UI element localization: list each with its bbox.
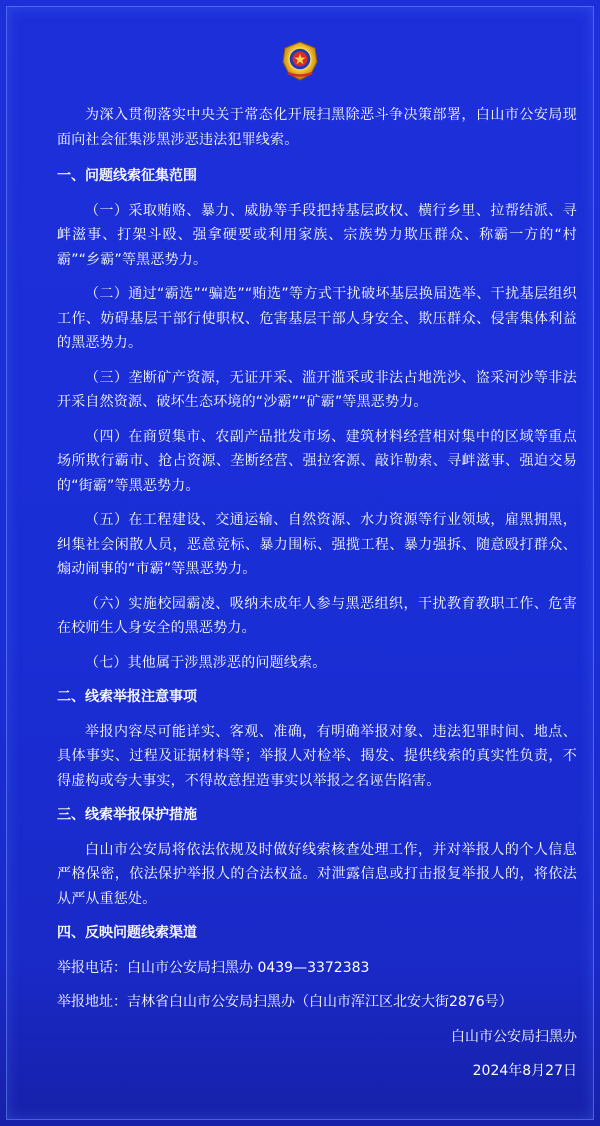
section-1-item-1: （一）采取贿赂、暴力、威胁等手段把持基层政权、横行乡里、拉帮结派、寻衅滋事、打架斗殴、强拿硬要或利用家族、宗族势力欺压群众、称霸一方的“村霸”“乡霸”等黑恶势力。: [57, 202, 577, 268]
section-2-text: 举报内容尽可能详实、客观、准确，有明确举报对象、违法犯罪时间、地点、具体事实、过程及证据材料等；举报人对检举、揭发、提供线索的真实性负责，不得虚构或夸大事实，不得故意捏造事实以举报之名诬告陷害。: [57, 723, 577, 789]
section-1-item-6: （六）实施校园霸凌、吸纳未成年人参与黑恶组织，干扰教育教职工作、危害在校师生人身安全的黑恶势力。: [57, 595, 577, 636]
section-1-item-7: （七）其他属于涉黑涉恶的问题线索。: [85, 654, 327, 671]
section-2-heading: 二、线索举报注意事项: [57, 689, 197, 705]
section-1-item-4: （四）在商贸集市、农副产品批发市场、建筑材料经营相对集中的区域等重点场所欺行霸市、抢占资源、垄断经营、强拉客源、敲诈勒索、寻衅滋事、强迫交易的“街霸”等黑恶势力。: [57, 428, 577, 494]
section-1-item-5: （五）在工程建设、交通运输、自然资源、水力资源等行业领域，雇黑拥黑，纠集社会闲散人员，恶意竞标、暴力围标、强揽工程、暴力强拆、随意殴打群众、煽动闹事的“市霸”等黑恶势力。: [57, 512, 577, 577]
intro-paragraph: 为深入贯彻落实中央关于常态化开展扫黑除恶斗争决策部署，白山市公安局现面向社会征集涉黑涉恶违法犯罪线索。: [57, 107, 577, 148]
section-1-heading: 一、问题线索征集范围: [57, 168, 197, 184]
section-3-heading: 三、线索举报保护措施: [57, 807, 197, 823]
notice-body: [57, 103, 577, 1094]
section-4-heading: 四、反映问题线索渠道: [57, 925, 197, 941]
section-3-text: 白山市公安局将依法依规及时做好线索核查处理工作，并对举报人的个人信息严格保密，依法保护举报人的合法权益。对泄露信息或打击报复举报人的，将依法从严从重惩处。: [57, 841, 577, 907]
signoff-date: 2024年8月27日: [472, 1063, 577, 1079]
section-1-item-2: （二）通过“霸选”“骗选”“贿选”等方式干扰破坏基层换届选举、干扰基层组织工作、妨碍基层干部行使职权、危害基层干部人身安全、欺压群众、侵害集体利益的黑恶势力。: [57, 286, 577, 351]
report-address: 举报地址：吉林省白山市公安局扫黑办（白山市浑江区北安大街2876号）: [57, 994, 513, 1010]
signoff-org: 白山市公安局扫黑办: [451, 1028, 577, 1045]
section-1-item-3: （三）垄断矿产资源，无证开采、滥开滥采或非法占地洗沙、盗采河沙等非法开采自然资源、破坏生态环境的“沙霸”“矿霸”等黑恶势力。: [57, 369, 577, 410]
report-phone: 举报电话：白山市公安局扫黑办 0439—3372383: [57, 959, 370, 976]
police-emblem-icon: [279, 40, 321, 82]
